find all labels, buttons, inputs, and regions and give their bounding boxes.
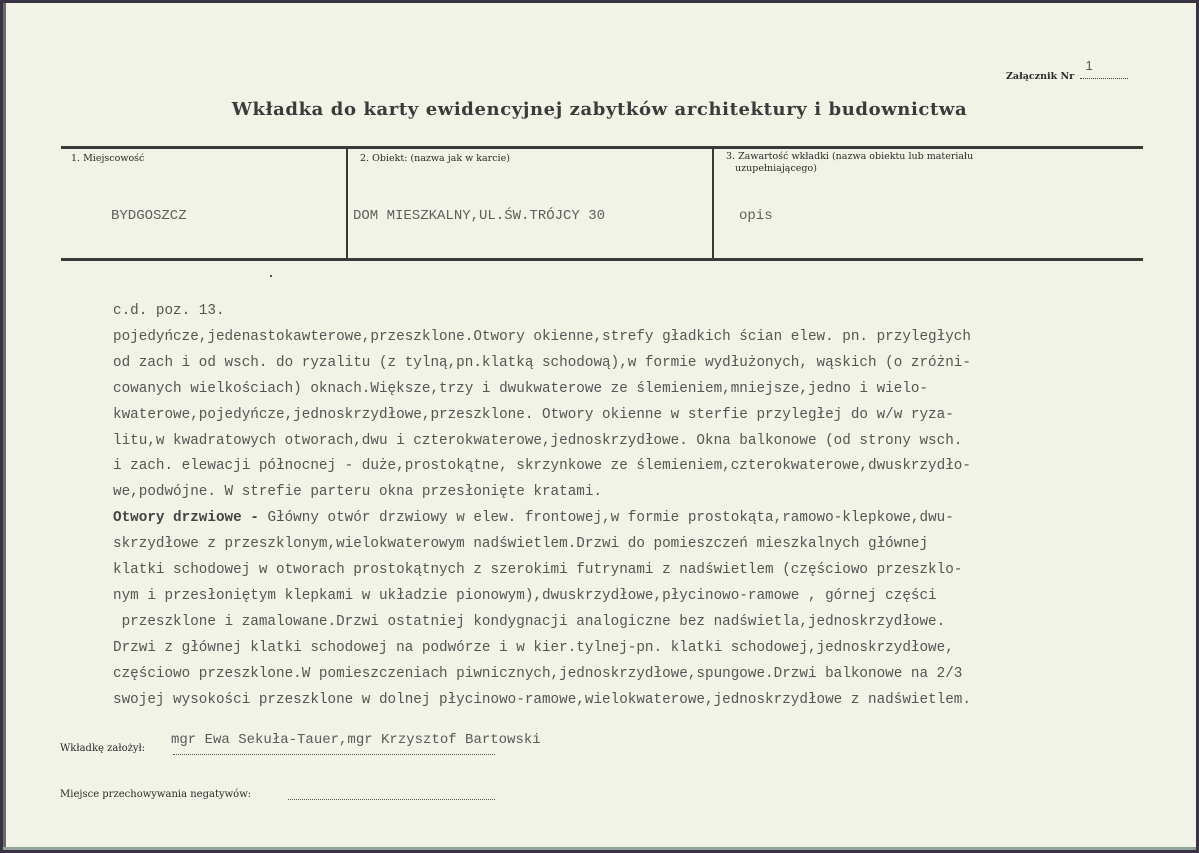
attachment-label: Załącznik Nr	[1006, 71, 1075, 82]
body-line: swojej wysokości przeszklone w dolnej płycinowo-ramowe,wielokwaterowe,jednoskrzydłowe z nadświetlem.	[113, 691, 971, 708]
attachment-number-value: 1	[1085, 58, 1093, 73]
contents-label-line2: uzupełniającego)	[735, 163, 817, 174]
scan-speck	[270, 275, 272, 277]
doors-heading: Otwory drzwiowe -	[113, 510, 259, 527]
column-divider-2	[712, 148, 714, 259]
body-line: przeszklone i zamalowane.Drzwi ostatniej kondygnacji analogiczne bez nadświetla,jednoskrzydłowe.	[113, 613, 946, 630]
body-line: i zach. elewacji północnej - duże,prostokątne, skrzynkowe ze ślemieniem,czterokwaterowe,dwuskrzydło-	[113, 458, 971, 475]
table-bottom-rule	[61, 258, 1143, 261]
column-divider-1	[346, 148, 348, 259]
negatives-location-label: Miejsce przechowywania negatywów:	[60, 789, 252, 800]
contents-label-line1: 3. Zawartość wkładki (nazwa obiektu lub materiału	[726, 151, 974, 162]
body-line: litu,w kwadratowych otworach,dwu i czterokwaterowe,jednoskrzydłowe. Okna balkonowe (od strony wsch.	[113, 432, 963, 449]
body-line: pojedyńcze,jedenastokawterowe,przeszklone.Otwory okienne,strefy gładkich ścian elew. pn. przyległych	[113, 328, 971, 345]
doors-section-first-line	[113, 506, 1153, 532]
body-line: we,podwójne. W strefie parteru okna przesłonięte kratami.	[113, 484, 603, 501]
description-body	[113, 299, 1153, 714]
body-line: skrzydłowe z przeszklonym,wielokwaterowym nadświetlem.Drzwi do pomieszczeń mieszkalnych głównej	[113, 536, 929, 553]
page-title: Wkładka do karty ewidencyjnej zabytków architektury i budownictwa	[231, 99, 968, 120]
attachment-number	[1006, 58, 1128, 82]
contents-value: opis	[739, 208, 773, 224]
body-line: c.d. poz. 13.	[113, 303, 225, 319]
body-line: częściowo przeszklone.W pomieszczeniach piwnicznych,jednoskrzydłowe,spungowe.Drzwi balkonowe na 2/3	[113, 665, 963, 682]
object-label: 2. Obiekt: (nazwa jak w karcie)	[360, 153, 510, 164]
scan-edge	[3, 3, 6, 850]
locality-value: BYDGOSZCZ	[111, 208, 187, 224]
document-sheet	[3, 3, 1196, 850]
created-by-value: mgr Ewa Sekuła-Tauer,mgr Krzysztof Bartowski	[171, 732, 541, 748]
body-line: kwaterowe,pojedyńcze,jednoskrzydłowe,przeszklone. Otwory okienne w sterfie przyległej do w/w ryza-	[113, 406, 954, 423]
attachment-number-field	[1080, 58, 1128, 79]
body-line: Drzwi z głównej klatki schodowej na podwórze i w kier.tylnej-pn. klatki schodowej,jednoskrzydłowe,	[113, 639, 954, 656]
table-top-rule	[61, 146, 1143, 149]
object-value: DOM MIESZKALNY,UL.ŚW.TRÓJCY 30	[353, 208, 606, 224]
doors-line-rest: Główny otwór drzwiowy w elew. frontowej,w formie prostokąta,ramowo-klepkowe,dwu-	[258, 510, 954, 527]
body-line: cowanych wielkościach) oknach.Większe,trzy i dwukwaterowe ze ślemieniem,mniejsze,jedno i wielo-	[113, 380, 929, 397]
contents-label	[726, 151, 973, 175]
body-line: od zach i od wsch. do ryzalitu (z tylną,pn.klatką schodową),w formie wydłużonych, wąskich (o zróżni-	[113, 354, 971, 371]
scan-bottom-edge	[3, 847, 1196, 850]
body-line: klatki schodowej w otworach prostokątnych z szerokimi futrynami z nadświetlem (częściowo przeszklo-	[113, 562, 963, 579]
negatives-location-line	[288, 798, 495, 800]
created-by-label: Wkładkę założył:	[60, 743, 146, 754]
locality-label: 1. Miejscowość	[71, 153, 145, 164]
body-line: nym i przesłoniętym klepkami w układzie pionowym),dwuskrzydłowe,płycinowo-ramowe , górnej części	[113, 587, 937, 604]
created-by-line	[173, 753, 495, 755]
